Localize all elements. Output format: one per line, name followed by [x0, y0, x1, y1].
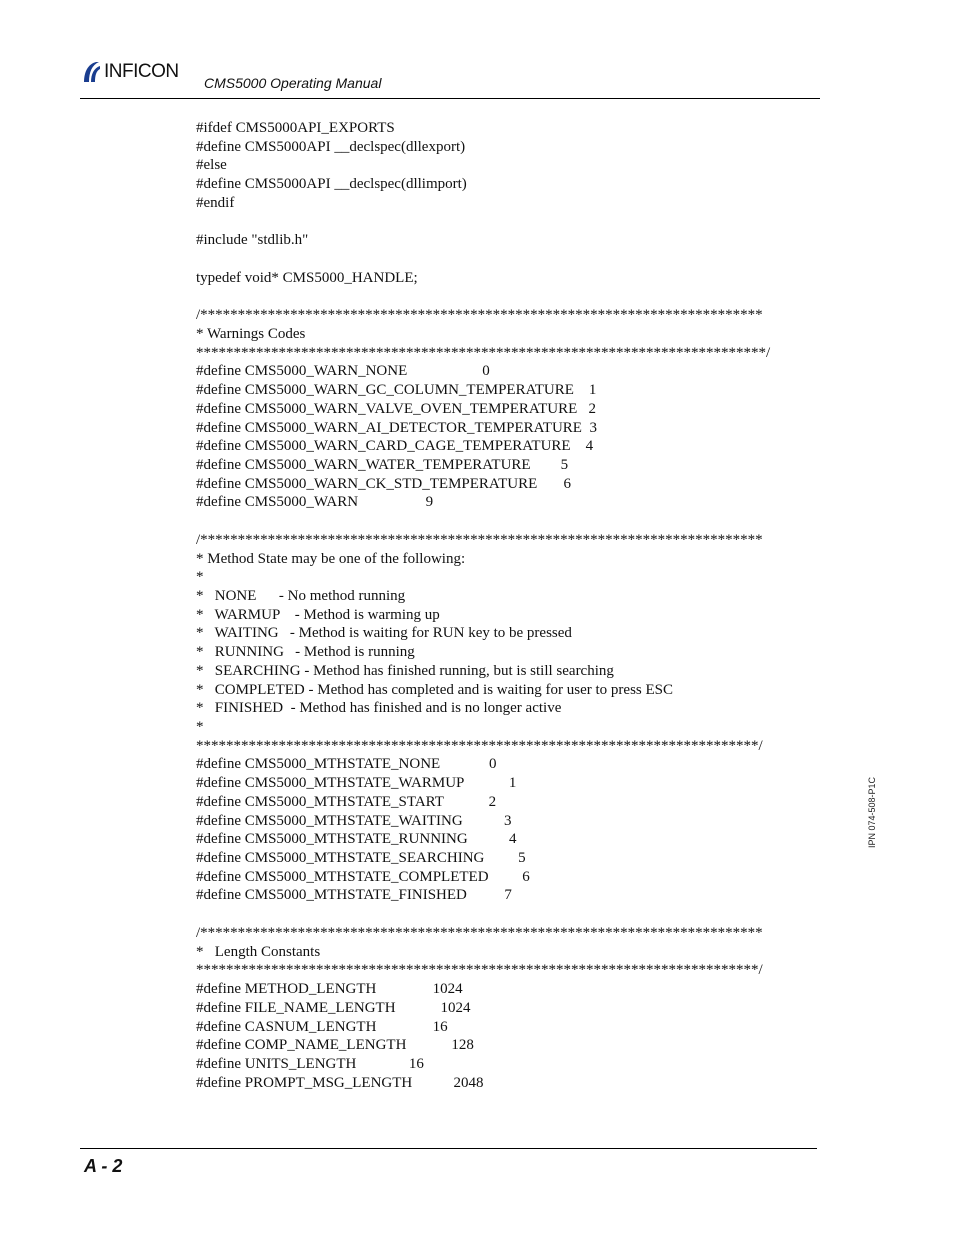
ipn-side-label: IPN 074-508-P1C: [867, 776, 877, 848]
inficon-logo: [82, 60, 179, 84]
code-line: #define CMS5000_MTHSTATE_START 2: [196, 793, 497, 810]
code-line: #define CMS5000_WARN_CK_STD_TEMPERATURE 6: [196, 475, 572, 492]
code-line: #define CMS5000_WARN_AI_DETECTOR_TEMPERATURE 3: [196, 419, 597, 436]
code-line: #define UNITS_LENGTH 16: [196, 1055, 424, 1072]
code-line: #define CMS5000_WARN_NONE 0: [196, 363, 490, 380]
code-line: * Method State may be one of the following:: [196, 550, 466, 567]
code-line: * NONE - No method running: [196, 587, 406, 604]
code-line: #define CMS5000_MTHSTATE_SEARCHING 5: [196, 850, 526, 867]
code-line: [196, 905, 816, 924]
code-line: #define CMS5000_WARN_VALVE_OVEN_TEMPERATURE 2: [196, 400, 597, 417]
code-line: #endif: [196, 194, 235, 211]
code-line: ***************************************************************************/: [196, 962, 763, 979]
code-line: * WAITING - Method is waiting for RUN key to be pressed: [196, 625, 572, 642]
code-line: /***************************************************************************: [196, 307, 763, 324]
code-line: * SEARCHING - Method has finished running, but is still searching: [196, 662, 614, 679]
code-line: * Length Constants: [196, 943, 321, 960]
code-line: #define CMS5000API __declspec(dllimport): [196, 176, 467, 193]
code-line: #else: [196, 157, 227, 174]
code-line: *: [196, 569, 204, 586]
header-rule: [80, 98, 820, 99]
code-line: * WARMUP - Method is warming up: [196, 606, 440, 623]
code-line: #define CMS5000_MTHSTATE_FINISHED 7: [196, 887, 512, 904]
code-line: * FINISHED - Method has finished and is no longer active: [196, 700, 562, 717]
code-line: [196, 213, 816, 232]
code-line: #define CMS5000_WARN_WATER_TEMPERATURE 5: [196, 456, 569, 473]
code-line: ****************************************************************************/: [196, 344, 771, 361]
code-line: * Warnings Codes: [196, 325, 306, 342]
inficon-swoosh-icon: [82, 60, 102, 84]
code-line: /***************************************************************************: [196, 924, 763, 941]
code-line: /***************************************************************************: [196, 531, 763, 548]
code-line: ***************************************************************************/: [196, 737, 763, 754]
code-line: #define CMS5000_MTHSTATE_COMPLETED 6: [196, 868, 530, 885]
code-line: #define CASNUM_LENGTH 16: [196, 1018, 448, 1035]
code-line: #define CMS5000_MTHSTATE_RUNNING 4: [196, 831, 517, 848]
footer-rule: [80, 1148, 817, 1149]
code-line: #define CMS5000_WARN_GC_COLUMN_TEMPERATURE 1: [196, 382, 597, 399]
code-line: #define CMS5000_MTHSTATE_WARMUP 1: [196, 775, 517, 792]
code-line: #define METHOD_LENGTH 1024: [196, 981, 463, 998]
code-line: #include "stdlib.h": [196, 232, 309, 249]
code-line: * COMPLETED - Method has completed and is waiting for user to press ESC: [196, 681, 674, 698]
page-number: A - 2: [84, 1156, 123, 1176]
code-line: #define FILE_NAME_LENGTH 1024: [196, 999, 471, 1016]
code-line: #define CMS5000_MTHSTATE_NONE 0: [196, 756, 497, 773]
code-line: * RUNNING - Method is running: [196, 644, 415, 661]
code-line: #define CMS5000_WARN_CARD_CAGE_TEMPERATURE 4: [196, 438, 594, 455]
code-line: #define CMS5000API __declspec(dllexport): [196, 138, 466, 155]
code-line: typedef void* CMS5000_HANDLE;: [196, 269, 418, 286]
document-title: CMS5000 Operating Manual: [204, 75, 382, 91]
code-listing: [196, 119, 816, 1092]
code-line: #ifdef CMS5000API_EXPORTS: [196, 120, 395, 136]
code-line: #define CMS5000_WARN 9: [196, 494, 434, 511]
code-line: #define CMS5000_MTHSTATE_WAITING 3: [196, 812, 512, 829]
code-line: [196, 287, 816, 306]
code-line: [196, 512, 816, 531]
code-line: #define PROMPT_MSG_LENGTH 2048: [196, 1074, 484, 1091]
code-line: [196, 250, 816, 269]
code-line: *: [196, 719, 204, 735]
brand-name: INFICON: [104, 61, 179, 82]
code-line: #define COMP_NAME_LENGTH 128: [196, 1037, 474, 1054]
